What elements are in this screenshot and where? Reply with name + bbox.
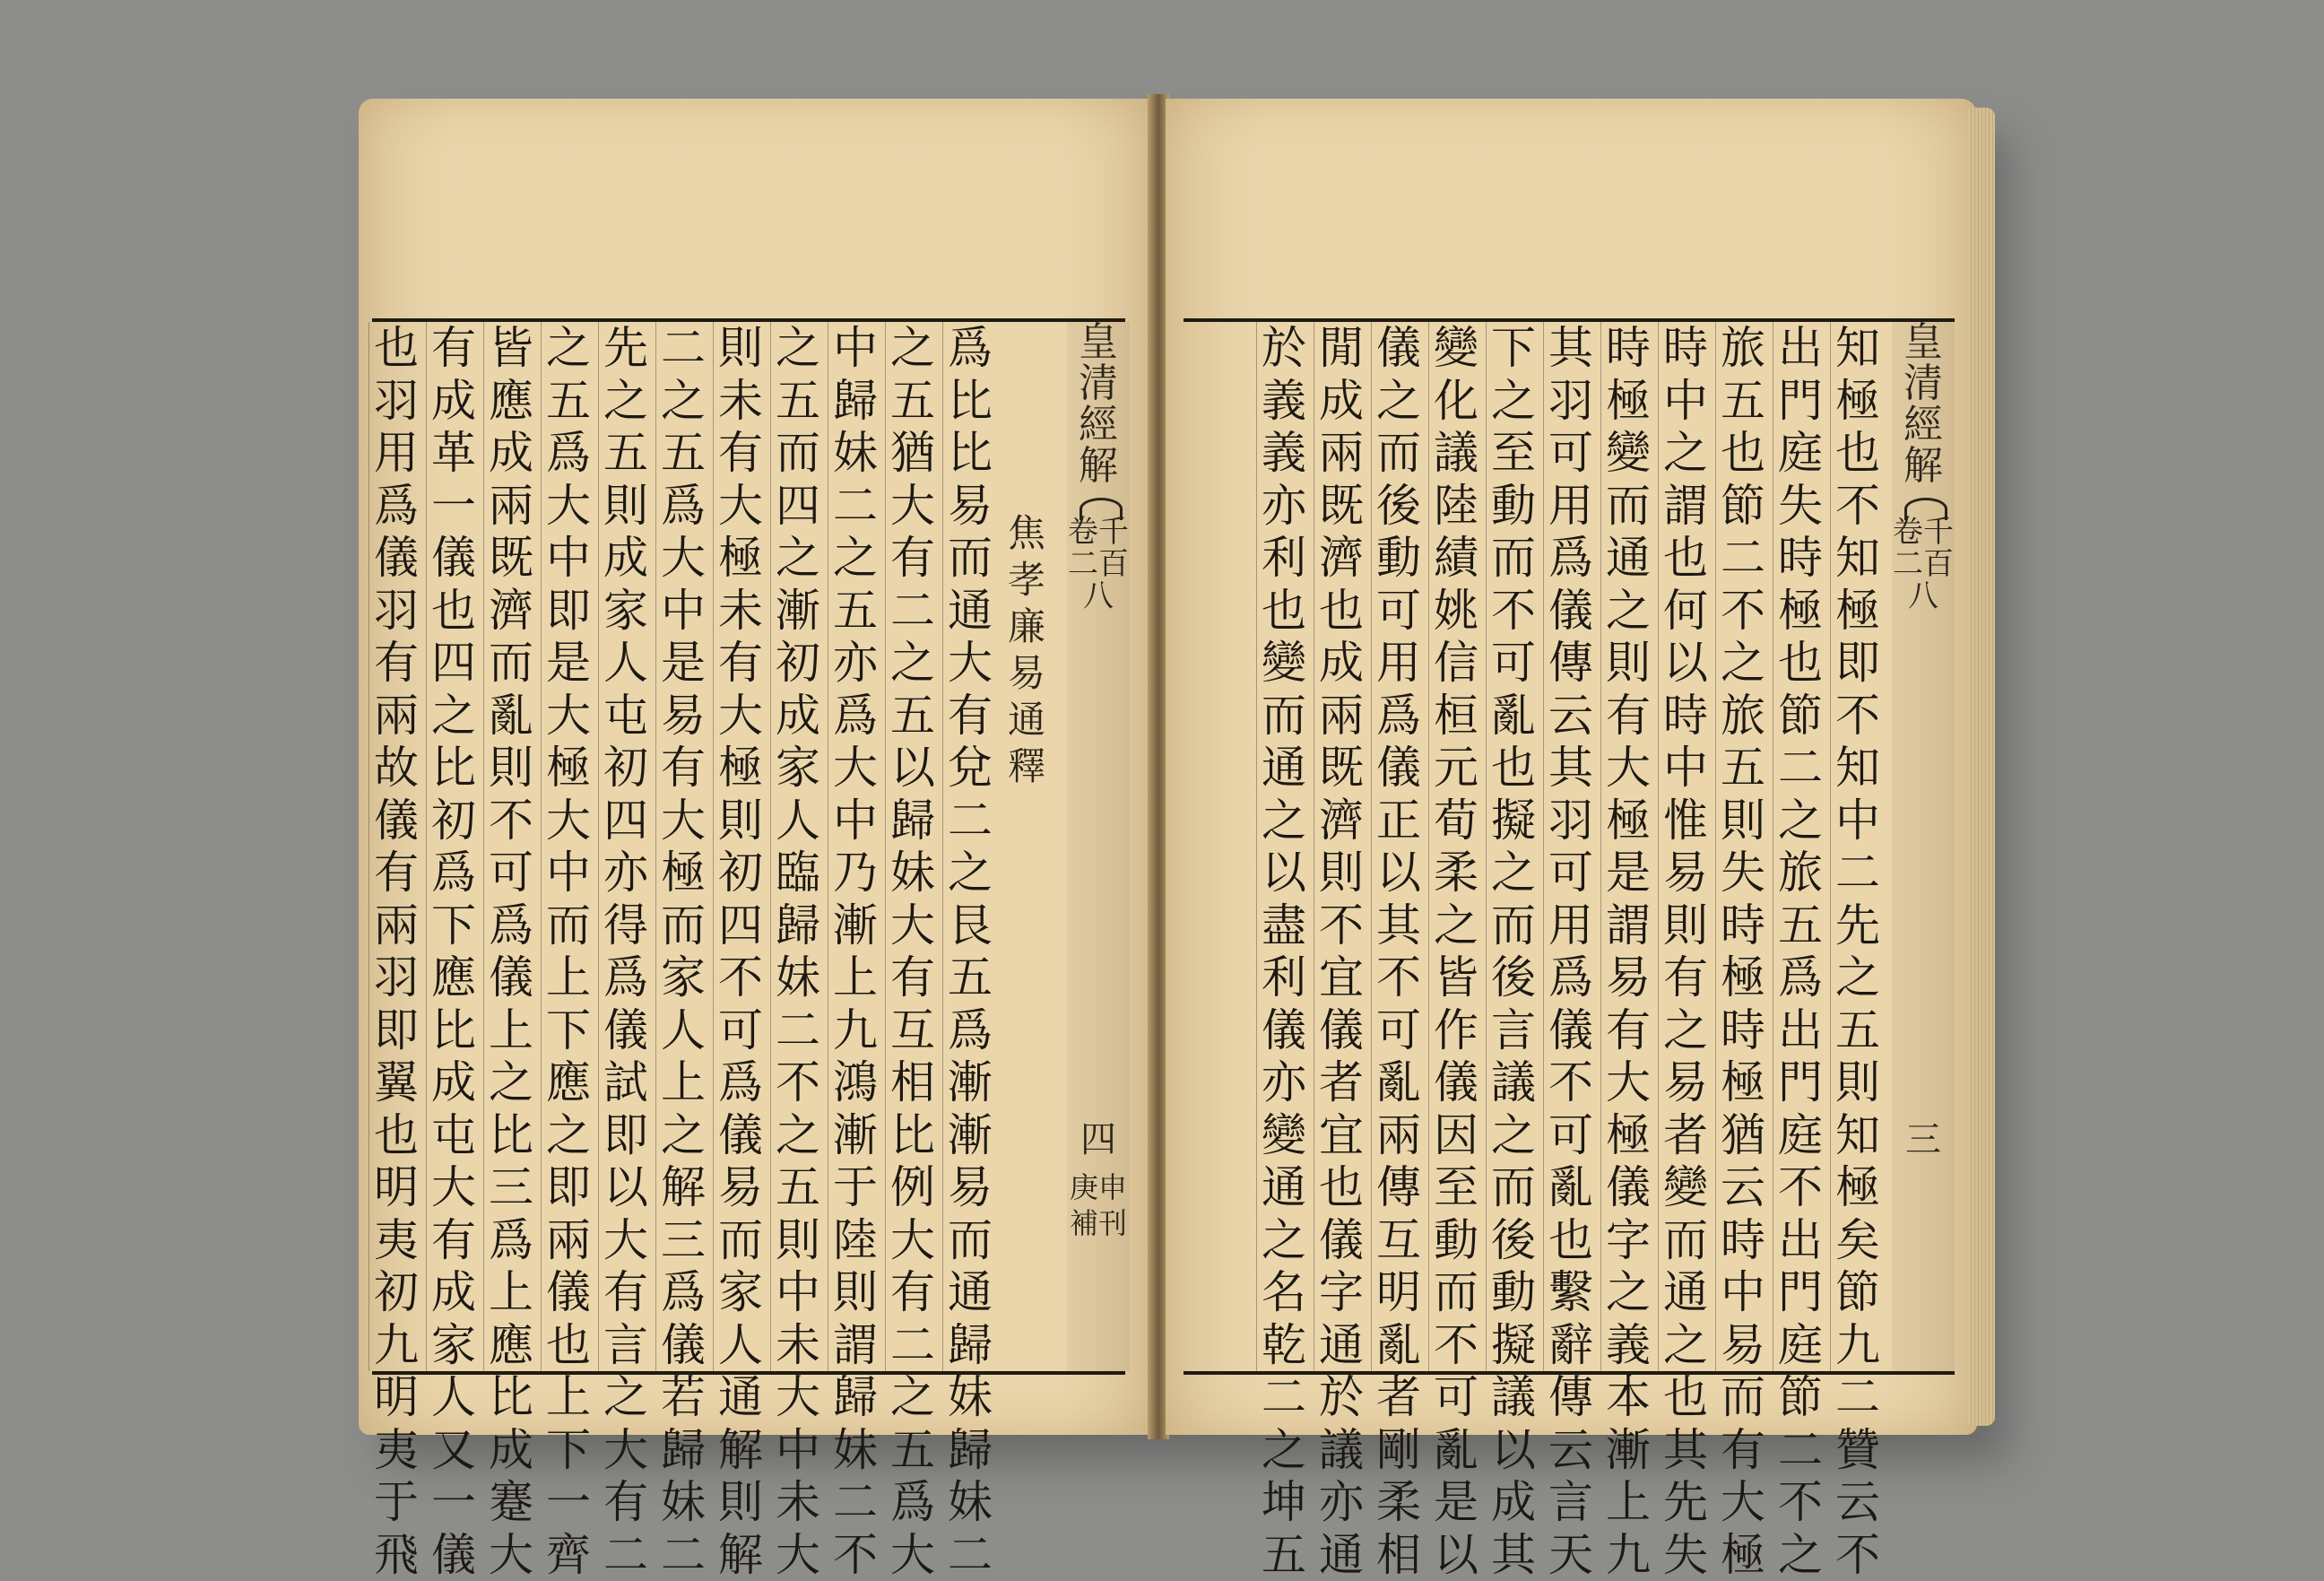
right-text-column: 時 中 之 謂 也 何 以 時 中 惟 易 則 有 之 易 者 變 而 通 之 也 其 先 失 <box>1658 322 1713 1371</box>
left-text-column: 中 歸 妹 二 之 五 亦 爲 大 中 乃 漸 上 九 鴻 漸 于 陸 則 謂 歸 妹 二 不 <box>828 322 882 1371</box>
left-text-column: 之 五 而 四 之 漸 初 成 家 人 臨 歸 妹 二 不 之 五 則 中 未 大 中 未 大 <box>770 322 825 1371</box>
left-text-column: 也 羽 用 爲 儀 羽 有 兩 故 儀 有 兩 羽 即 翼 也 明 夷 初 九 明 夷 于 飛 <box>369 322 423 1371</box>
left-text-column: 之 五 猶 大 有 二 之 五 以 歸 妹 大 有 互 相 比 例 大 有 二 之 五 爲 大 <box>885 322 940 1371</box>
left-text-column: 二 之 五 爲 大 中 是 易 有 大 極 而 家 人 上 之 解 三 爲 儀 若 歸 妹 二 <box>655 322 710 1371</box>
heart-title: 皇清經解 <box>1903 319 1943 489</box>
heart-page-number: 三 <box>1905 1119 1941 1160</box>
right-text-column: 儀 之 而 後 動 可 用 爲 儀 正 以 其 不 可 亂 兩 傳 互 明 亂 者 剛 柔 相 <box>1371 322 1426 1371</box>
heart-page-number: 四 <box>1080 1119 1116 1160</box>
heart-title: 皇清經解 <box>1079 319 1118 489</box>
right-text-column: 時 極 變 而 通 之 則 有 大 極 是 謂 易 有 大 極 儀 字 之 義 本 漸 上 九 <box>1600 322 1655 1371</box>
left-text-column: 爲 比 比 易 而 通 大 有 兌 二 之 艮 五 爲 漸 漸 易 而 通 歸 妹 歸 妹 二 <box>942 322 997 1371</box>
right-text-column: 閒 成 兩 既 濟 也 成 兩 既 濟 則 不 宜 儀 者 宜 也 儀 字 通 於 議 亦 通 <box>1314 322 1368 1371</box>
page-edges <box>1968 108 1995 1426</box>
left-text-column: 則 未 有 大 極 未 有 大 極 則 初 四 不 可 爲 儀 易 而 家 人 通 解 則 解 <box>713 322 767 1371</box>
left-text-frame <box>372 318 1129 1581</box>
heart-volume: 卷千二百八 <box>1068 514 1129 614</box>
heart-volume: 卷千二百八 <box>1893 514 1954 614</box>
right-text-frame <box>1184 318 1955 1581</box>
right-page-heart <box>1892 319 1955 1371</box>
right-text-column: 下 之 至 動 而 不 可 亂 也 擬 之 而 後 言 議 之 而 後 動 擬 議 以 成 其 <box>1486 322 1540 1371</box>
right-text-column: 出 門 庭 失 時 極 也 節 二 之 旅 五 爲 出 門 庭 不 出 門 庭 節 二 不 之 <box>1773 322 1827 1371</box>
right-text-column: 其 羽 可 用 爲 儀 傳 云 其 羽 可 用 爲 儀 不 可 亂 也 繫 辭 傳 云 言 天 <box>1543 322 1598 1371</box>
right-text-column: 於 義 義 亦 利 也 變 而 通 之 以 盡 利 儀 亦 變 通 之 名 乾 二 之 坤 五 <box>1256 322 1311 1371</box>
right-text-column: 旅 五 也 節 二 不 之 旅 五 則 失 時 極 時 極 猶 云 時 中 易 而 有 大 極 <box>1715 322 1770 1371</box>
left-page <box>359 99 1152 1581</box>
right-page <box>1166 99 1977 1581</box>
fish-tail-mark-icon <box>1904 498 1947 520</box>
left-text-column: 有 成 革 一 儀 也 四 之 比 初 爲 下 應 比 成 屯 大 有 成 家 人 又 一 儀 <box>426 322 481 1371</box>
right-text-column: 變 化 議 陸 績 姚 信 桓 元 荀 柔 之 皆 作 儀 因 至 動 而 不 可 亂 是 以 <box>1428 322 1483 1371</box>
left-text-column: 皆 應 成 兩 既 濟 而 亂 則 不 可 爲 儀 上 之 比 三 爲 上 應 比 成 蹇 大 <box>483 322 538 1371</box>
author-title: 焦孝廉易通釋 <box>1007 511 1045 788</box>
left-page-heart <box>1067 319 1130 1371</box>
left-text-column: 之 五 爲 大 中 即 是 大 極 大 中 而 上 下 應 之 即 兩 儀 也 上 下 一 齊 <box>541 322 595 1371</box>
heart-foot-text: 庚申補刊 <box>1069 1170 1128 1240</box>
fish-tail-mark-icon <box>1080 498 1123 520</box>
left-text-column: 先 之 五 則 成 家 人 屯 初 四 亦 得 爲 儀 試 即 以 大 有 言 之 大 有 二 <box>598 322 653 1371</box>
right-text-column: 知 極 也 不 知 極 即 不 知 中 二 先 之 五 則 知 極 矣 節 九 二 贊 云 不 <box>1830 322 1885 1371</box>
